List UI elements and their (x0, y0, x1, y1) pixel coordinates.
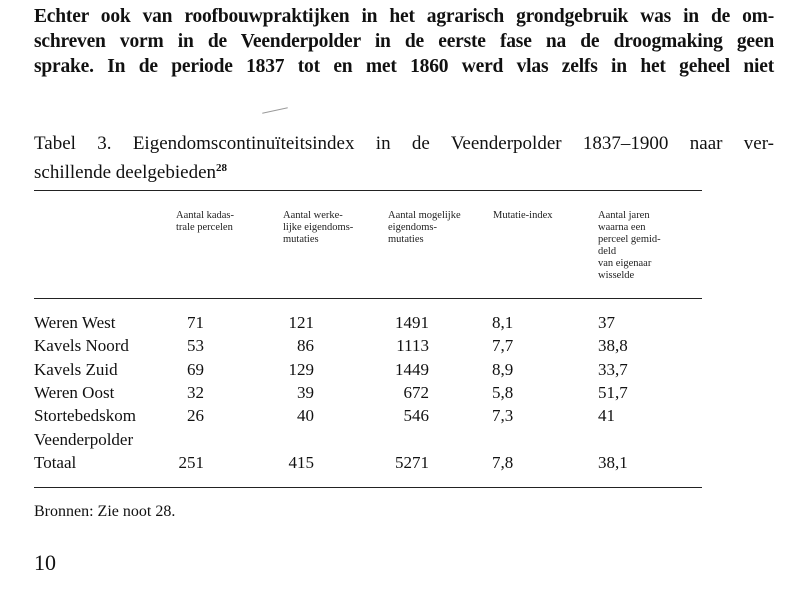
table-cell: 1113 (396, 336, 429, 356)
intro-line: sprake. In de periode 1837 tot en met 1860 werd vlas zelfs in het geheel niet (34, 56, 774, 77)
table-cell: 121 (288, 313, 314, 332)
table-cell: 53 (187, 336, 204, 356)
col-header-parcels: Aantal kadas- trale percelen (176, 210, 235, 233)
table-caption (34, 132, 774, 185)
table-cell: 8,9 (492, 359, 514, 379)
table-cell: 8,1 (492, 313, 514, 332)
intro-line: Echter ook van roofbouwpraktijken in het agrarisch grondgebruik was in de om- (34, 6, 774, 27)
table-cell: 7,8 (492, 452, 514, 472)
col-header-mutation-index: Mutatie-index (493, 210, 553, 221)
table-cell: 1491 (395, 313, 429, 332)
table-cell: 415 (288, 452, 314, 472)
table-cell: 26 (187, 406, 204, 426)
scan-artifact (262, 107, 288, 113)
table-cell: 251 (178, 452, 204, 472)
table-cell: 71 (187, 313, 204, 332)
table-cell: 7,7 (492, 336, 514, 356)
table-cell: 38,8 (598, 336, 628, 356)
table-cell: 38,1 (598, 452, 628, 472)
table-cell: 69 (187, 359, 204, 379)
page-number: 10 (34, 550, 56, 575)
table-cell: 1449 (395, 359, 429, 379)
footnote-ref: 28 (216, 162, 228, 174)
table-cell: 672 (403, 382, 429, 402)
row-label: Weren Oost (34, 382, 115, 402)
row-label: Veenderpolder (34, 429, 134, 449)
row-label: Kavels Zuid (34, 359, 118, 379)
table-cell: 129 (288, 359, 314, 379)
table-cell: 37 (598, 313, 615, 332)
table-cell: 86 (297, 336, 314, 356)
table-cell: 40 (297, 406, 314, 426)
table-bottom-rule (34, 487, 702, 488)
table-cell: 546 (403, 406, 429, 426)
table-cell: 41 (598, 406, 615, 426)
row-label: Weren West (34, 313, 116, 332)
caption-text: schillende deelgebieden (34, 162, 217, 183)
row-label: Stortebedskom (34, 406, 136, 426)
table-top-rule (34, 190, 702, 191)
header-bottom-rule (34, 298, 702, 299)
caption-line-1: Tabel 3. Eigendomscontinuïteitsindex in de Veenderpolder 1837–1900 naar ver- (34, 133, 774, 154)
table-cell: 5271 (395, 452, 429, 472)
table-cell: 7,3 (492, 406, 514, 426)
table-cell: 51,7 (598, 382, 628, 402)
table-cell: 32 (187, 382, 204, 402)
col-header-possible-mutations: Aantal mogelijke eigendoms- mutaties (388, 210, 461, 245)
col-header-actual-mutations: Aantal werke- lijke eigendoms- mutaties (283, 210, 354, 245)
row-label: Totaal (34, 452, 77, 472)
col-header-years: Aantal jaren waarna een perceel gemid- deld van eigenaar wisselde (598, 210, 661, 281)
table-cell: 39 (297, 382, 314, 402)
caption-line-2 (34, 156, 774, 185)
table-cell: 5,8 (492, 382, 514, 402)
source-note: Bronnen: Zie noot 28. (34, 503, 176, 520)
row-label: Kavels Noord (34, 336, 129, 356)
table-cell: 33,7 (598, 359, 628, 379)
intro-line: schreven vorm in de Veenderpolder in de eerste fase na de droogmaking geen (34, 31, 774, 52)
intro-paragraph (34, 4, 774, 79)
